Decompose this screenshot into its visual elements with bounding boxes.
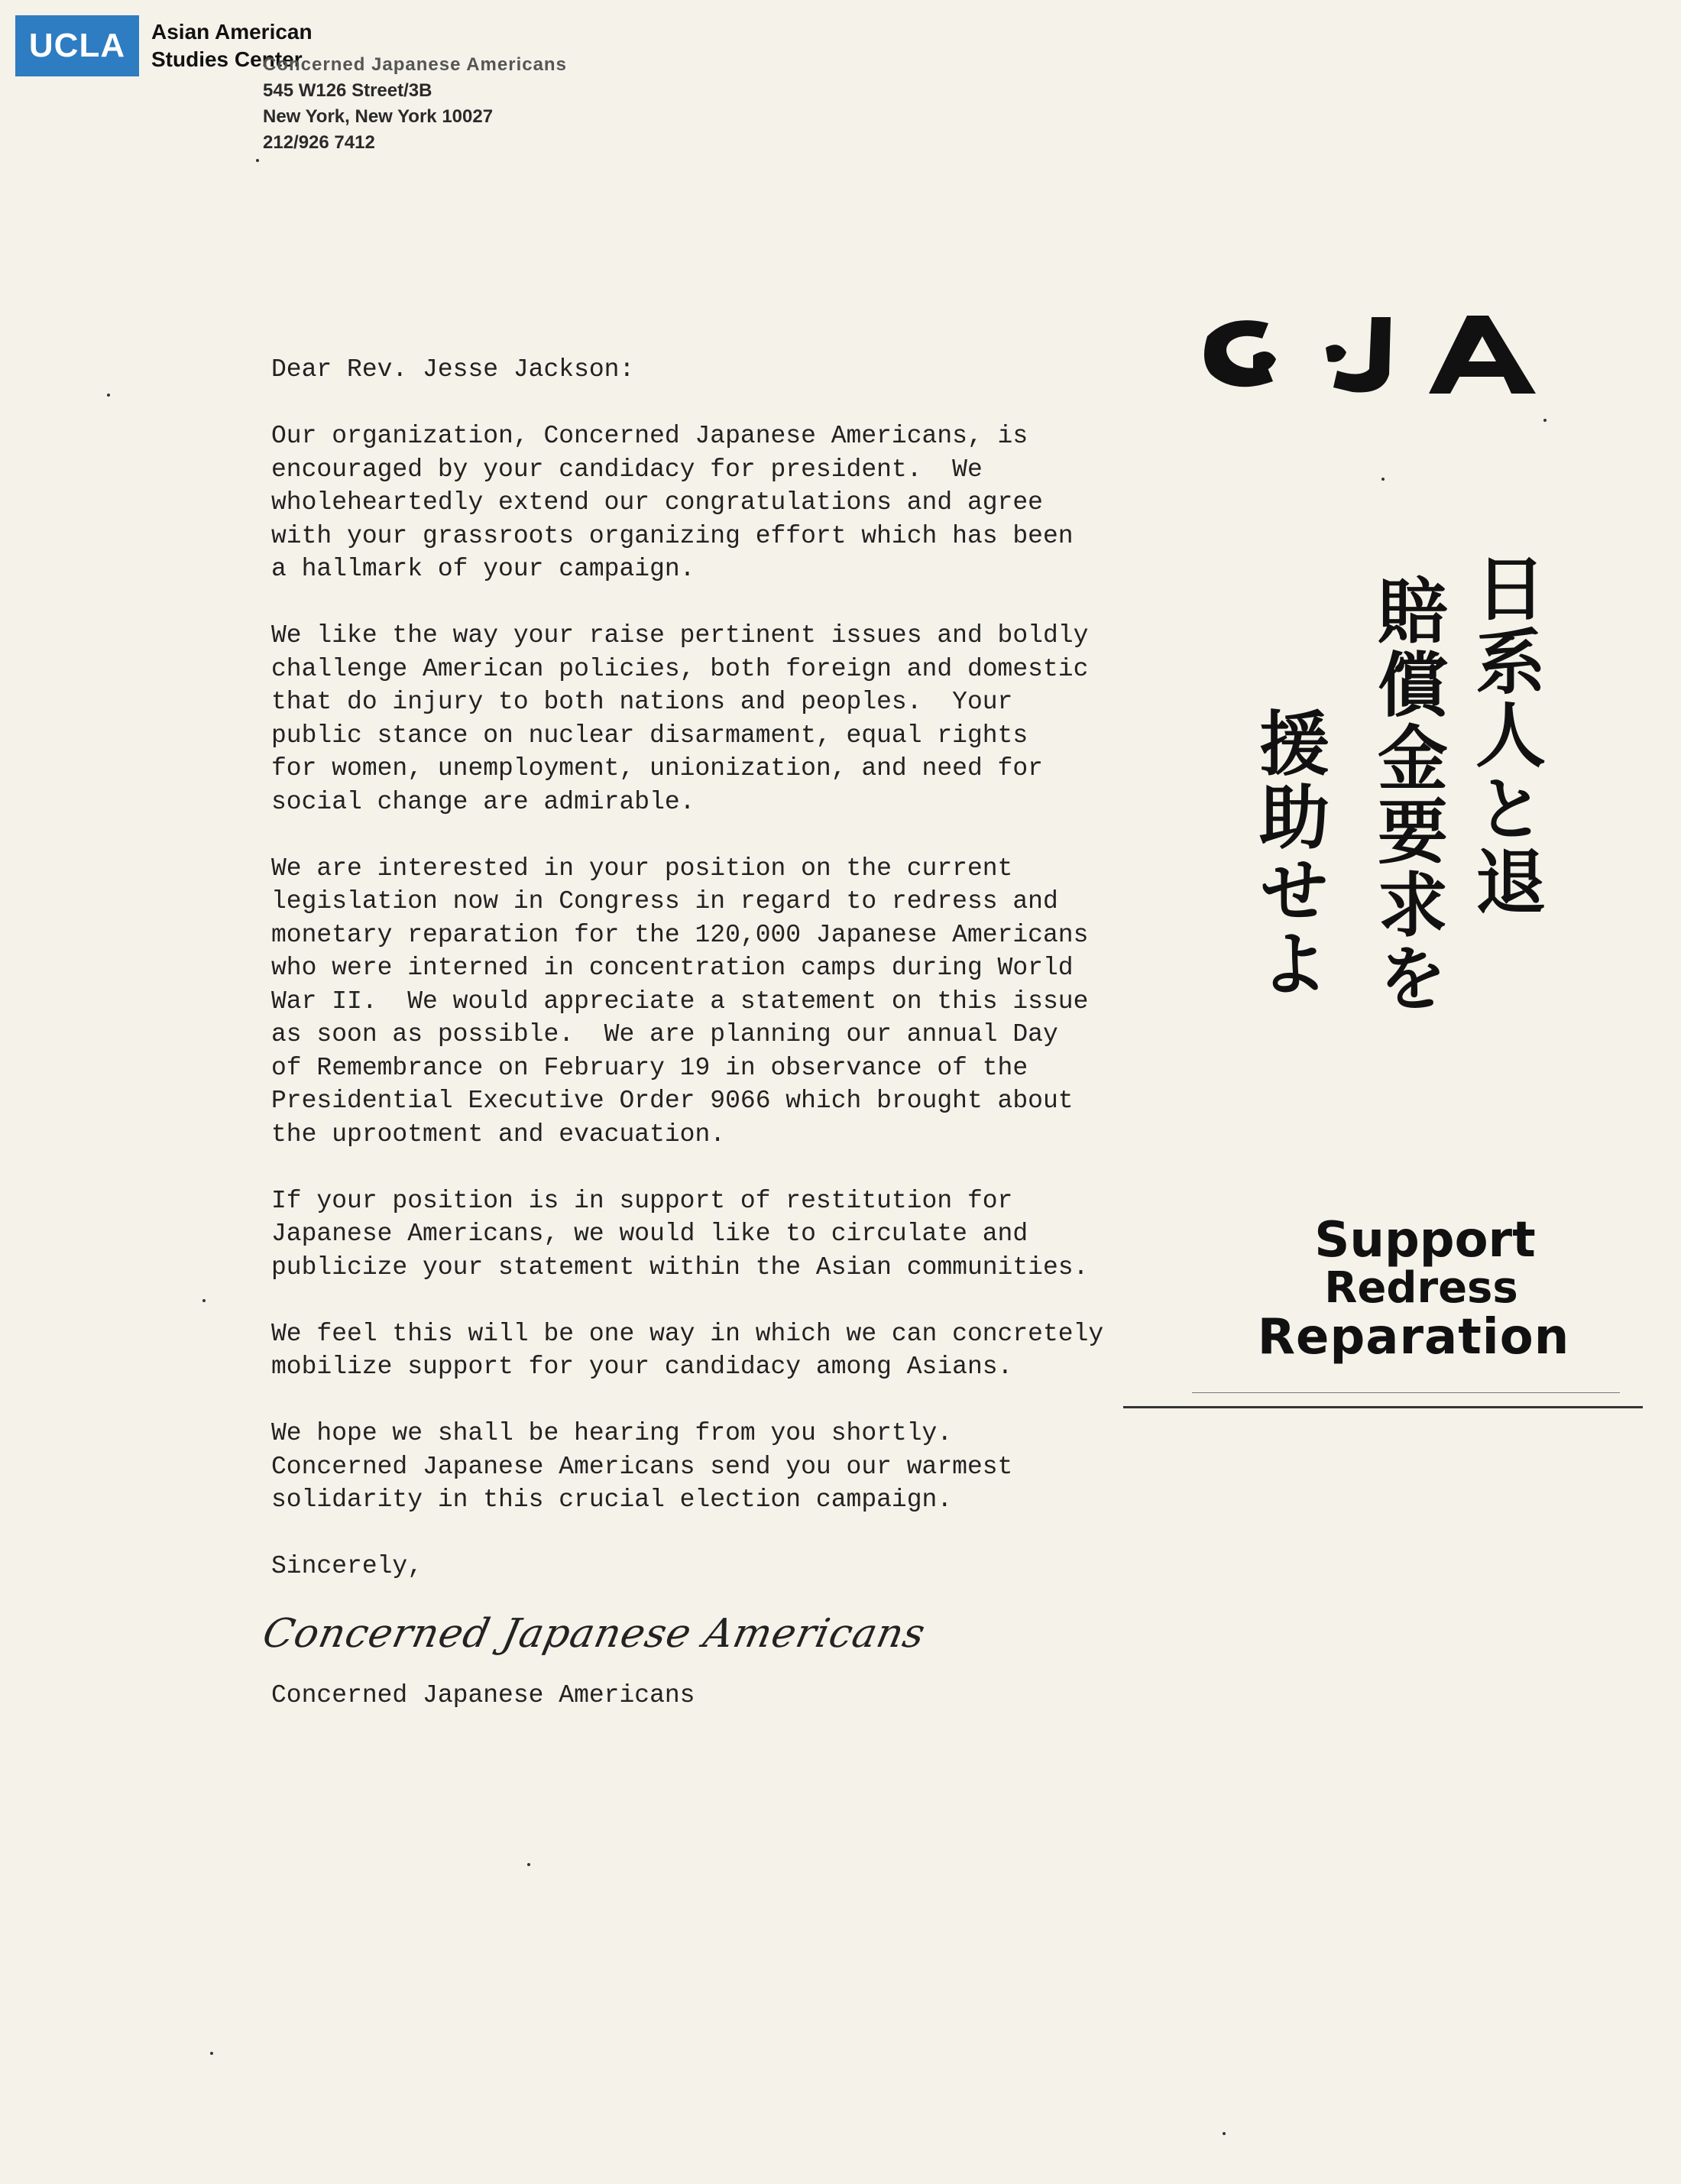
text-line: the uprootment and evacuation. [271,1120,726,1149]
text-line: with your grassroots organizing effort which has been [271,521,1074,550]
cja-logo-text: CJA [1378,407,1380,408]
ucla-logo-text: UCLA [28,27,126,64]
paper-speck [1223,2132,1226,2135]
paragraph-2 [271,619,1211,818]
letterhead-phone: 212/926 7412 [263,132,375,153]
text-line: Concerned Japanese Americans send you our warmest [271,1452,1013,1481]
paper-speck [107,394,110,397]
paper-speck [210,2052,213,2055]
text-line: for women, unemployment, unionization, and need for [271,754,1043,783]
text-line: Japanese Americans, we would like to circulate and [271,1220,1028,1248]
text-line: mobilize support for your candidacy among Asians. [271,1353,1013,1381]
slogan-underline-thin [1192,1392,1620,1393]
text-line: a hallmark of your campaign. [271,555,695,583]
slogan-line-1: Support [1314,1212,1536,1269]
text-line: Presidential Executive Order 9066 which brought about [271,1087,1074,1115]
paper-speck [1381,478,1385,481]
paper-speck [256,159,259,162]
text-line: Our organization, Concerned Japanese Americans, is [271,422,1028,450]
calligraphy-column-3: 援助せよ [1248,707,1330,1000]
paragraph-4 [271,1184,1211,1285]
text-line: of Remembrance on February 19 in observance of the [271,1053,1028,1082]
letterhead-org: Concerned Japanese Americans [263,54,567,75]
calligraphy-column-1: 日系人と退 [1464,552,1547,919]
text-line: solidarity in this crucial election campaign. [271,1486,953,1514]
text-line: If your position is in support of restitution for [271,1186,1013,1215]
text-line: We feel this will be one way in which we can concretely [271,1319,1104,1348]
text-line: encouraged by your candidacy for president. We [271,455,983,484]
text-line: legislation now in Congress in regard to redress and [271,887,1058,915]
paragraph-5 [271,1317,1211,1384]
slogan-line-3: Reparation [1257,1309,1570,1366]
text-line: challenge American policies, both foreign and domestic [271,654,1089,683]
slogan [1238,1212,1582,1366]
text-line: We like the way your raise pertinent issues and boldly [271,621,1089,650]
letterhead-street: 545 W126 Street/3B [263,80,432,101]
text-line: as soon as possible. We are planning our annual Day [271,1020,1058,1048]
center-line-2: Studies Center [151,47,303,71]
calligraphy-column-2: 賠償金要求を [1366,575,1449,1015]
cja-logo-mark [1204,316,1536,394]
text-line: We are interested in your position on the current [271,854,1013,883]
text-line: War II. We would appreciate a statement on this issue [271,987,1089,1016]
text-line: We hope we shall be hearing from you shortly. [271,1419,953,1447]
paper-speck [202,1299,206,1302]
signer-name: Concerned Japanese Americans [271,1680,695,1709]
paragraph-6 [271,1417,1211,1517]
letterhead-city: New York, New York 10027 [263,106,494,127]
handwritten-signature: Concerned Japanese Americans [258,1611,930,1657]
slogan-line-2: Redress [1324,1263,1518,1313]
text-line: that do injury to both nations and peoples. Your [271,688,1013,716]
paragraph-3 [271,852,1211,1152]
paper-speck [1543,419,1547,422]
closing: Sincerely, [271,1552,423,1580]
text-line: who were interned in concentration camps during World [271,954,1074,982]
text-line: publicize your statement within the Asian communities. [271,1252,1089,1282]
salutation: Dear Rev. Jesse Jackson: [271,355,635,384]
letter-body [271,353,1211,1712]
text-line: monetary reparation for the 120,000 Japanese Americans [271,920,1089,949]
paragraph-1 [271,420,1211,586]
text-line: public stance on nuclear disarmament, equal rights [271,721,1028,750]
paper-speck [527,1863,530,1866]
text-line: wholeheartedly extend our congratulations and agree [271,488,1043,517]
text-line: social change are admirable. [271,787,695,816]
center-line-1: Asian American [151,20,313,44]
ucla-logo[interactable] [15,15,139,76]
cja-logo [1200,302,1559,409]
letterhead-address [263,52,567,156]
